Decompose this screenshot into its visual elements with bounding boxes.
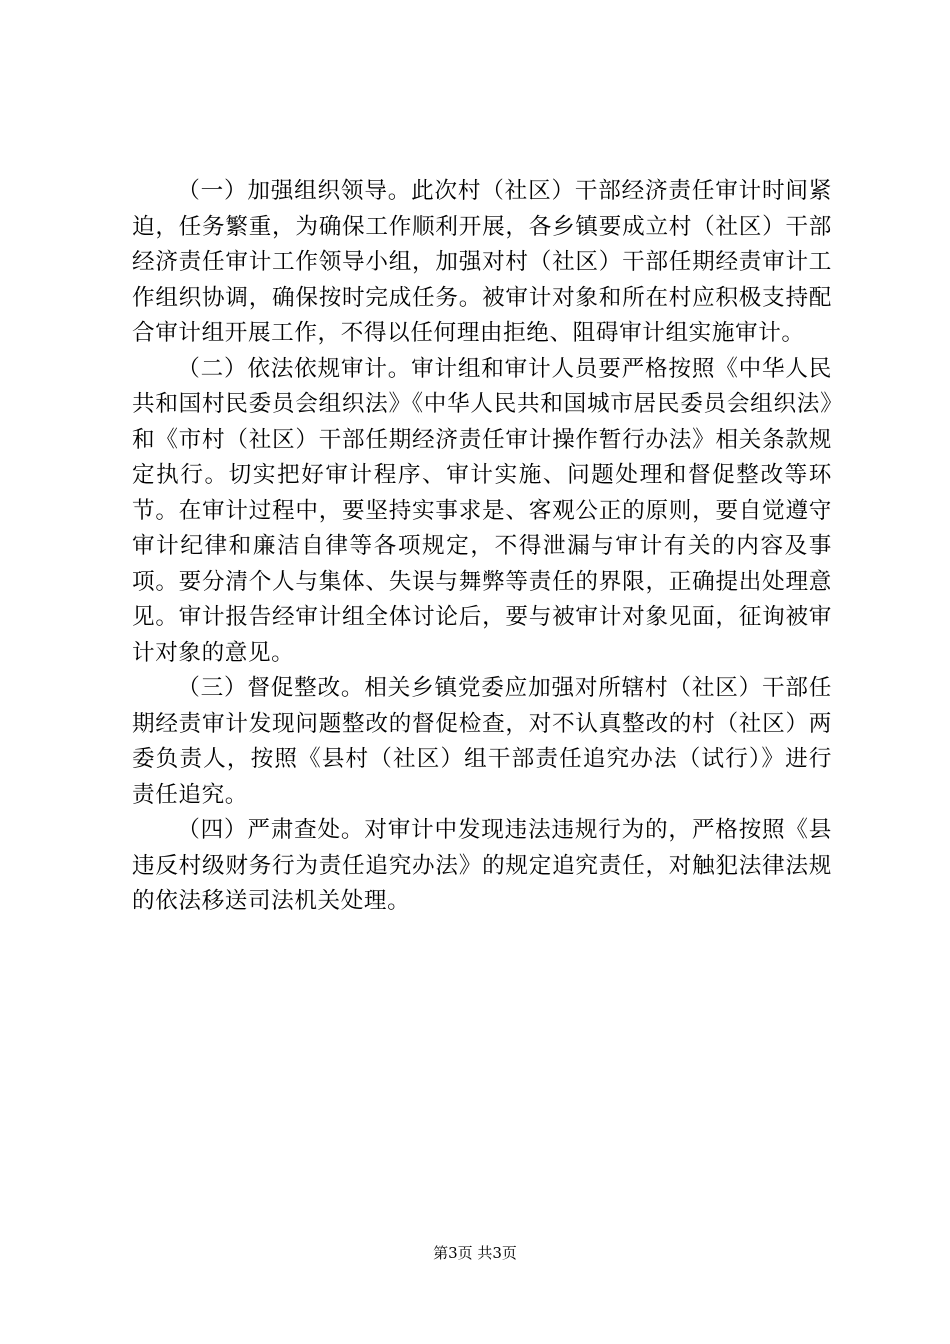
paragraph-organization-leadership: （一）加强组织领导。此次村（社区）干部经济责任审计时间紧迫，任务繁重，为确保工作顺利开展，各乡镇要成立村（社区）干部经济责任审计工作领导小组，加强对村（社区）干部任期经责审计工作组织协调，确保按时完成任务。被审计对象和所在村应积极支持配合审计组开展工作，不得以任何理由拒绝、阻碍审计组实施审计。 xyxy=(132,178,832,346)
page-number: 第3页 共3页 xyxy=(433,1244,517,1262)
paragraph-supervise-rectification: （三）督促整改。相关乡镇党委应加强对所辖村（社区）干部任期经责审计发现问题整改的督促检查，对不认真整改的村（社区）两委负责人，按照《县村（社区）组干部责任追究办法（试行）》进行责任追究。 xyxy=(132,675,832,808)
document-body xyxy=(132,174,832,920)
page-footer xyxy=(0,1243,950,1263)
paragraph-lawful-audit: （二）依法依规审计。审计组和审计人员要严格按照《中华人民共和国村民委员会组织法》《中华人民共和国城市居民委员会组织法》和《市村（社区）干部任期经济责任审计操作暂行办法》相关条款规定执行。切实把好审计程序、审计实施、问题处理和督促整改等环节。在审计过程中，要坚持实事求是、客观公正的原则，要自觉遵守审计纪律和廉洁自律等各项规定，不得泄漏与审计有关的内容及事项。要分清个人与集体、失误与舞弊等责任的界限，正确提出处理意见。审计报告经审计组全体讨论后，要与被审计对象见面，征询被审计对象的意见。 xyxy=(132,355,832,666)
paragraph-strict-investigation: （四）严肃查处。对审计中发现违法违规行为的，严格按照《县违反村级财务行为责任追究办法》的规定追究责任，对触犯法律法规的依法移送司法机关处理。 xyxy=(132,817,832,914)
